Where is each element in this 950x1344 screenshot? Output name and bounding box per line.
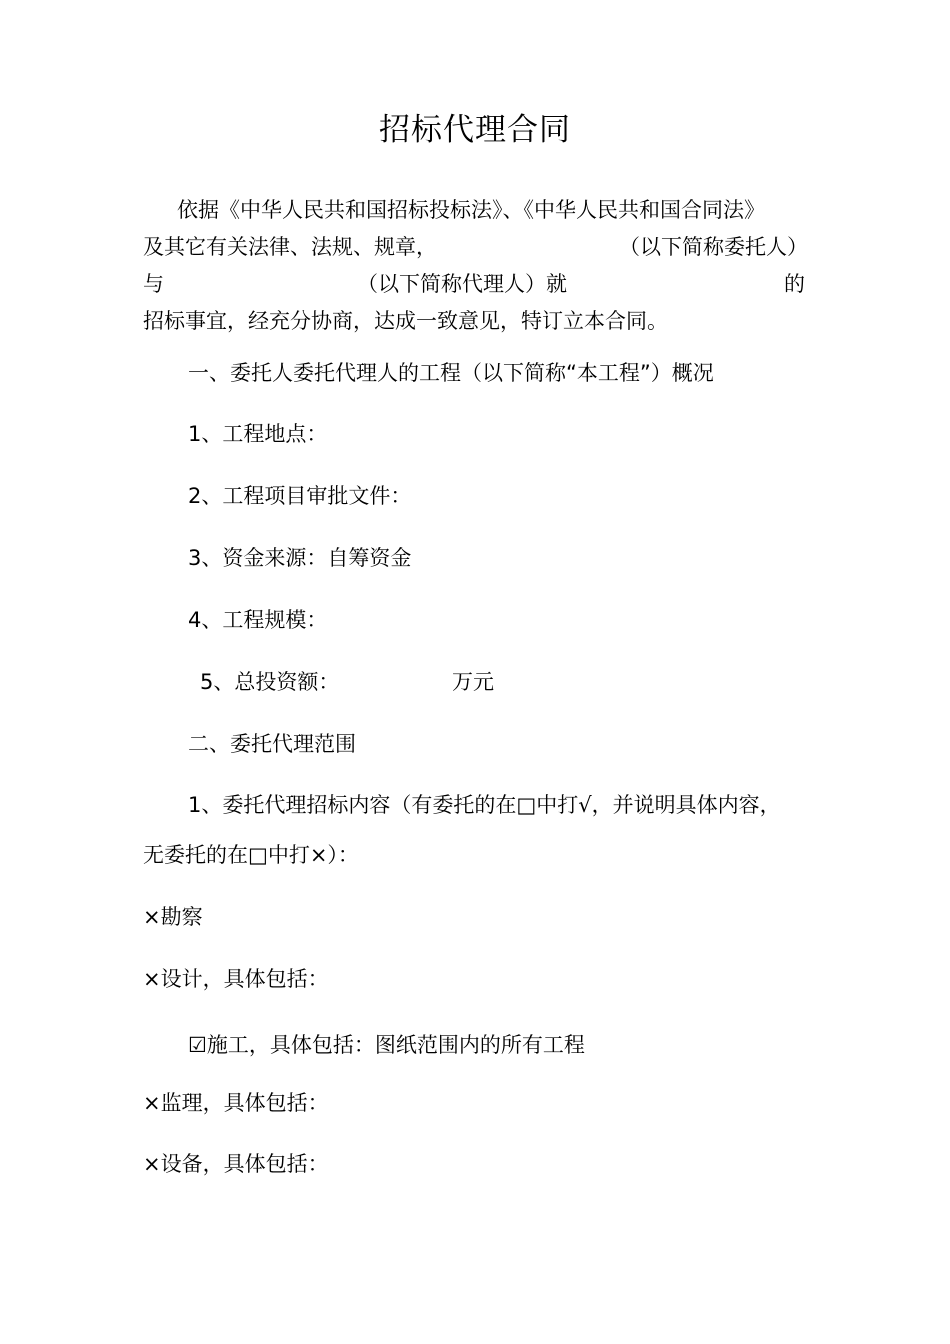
- intro-row-1: [143, 192, 808, 229]
- intro-text: 与: [143, 272, 164, 296]
- intro-row-4: [143, 303, 808, 340]
- intro-text: 依据《中华人民共和国招标投标法》、《中华人民共和国合同法》: [177, 198, 765, 222]
- intro-text: 及其它有关法律、法规、规章，: [143, 235, 437, 259]
- option-construction: [188, 1030, 585, 1060]
- approval-documents: 2、工程项目审批文件：: [188, 484, 412, 508]
- intro-paragraph: [143, 192, 808, 340]
- project-location: 1、工程地点：: [188, 422, 328, 446]
- checked-box-icon: ☑: [188, 1033, 207, 1057]
- scope-content-line-1: 1、委托代理招标内容（有委托的在□中打√，并说明具体内容，: [188, 793, 781, 817]
- intro-text: 招标事宜，经充分协商，达成一致意见，特订立本合同。: [143, 309, 668, 333]
- principal-alias: （以下简称委托人）: [619, 235, 808, 259]
- construction-text: 施工，具体包括：图纸范围内的所有工程: [206, 1033, 585, 1057]
- option-survey: ×勘察: [143, 905, 203, 929]
- section2-heading: 二、委托代理范围: [188, 732, 356, 756]
- total-investment-label: 5、总投资额：: [200, 670, 340, 694]
- project-scale: 4、工程规模：: [188, 608, 328, 632]
- option-design: ×设计，具体包括：: [143, 967, 329, 991]
- intro-text: 的: [784, 272, 805, 296]
- document-title: 招标代理合同: [379, 112, 571, 148]
- scope-content-line-2: 无委托的在□中打×）：: [143, 843, 359, 867]
- intro-row-2: [143, 229, 808, 266]
- funding-source: 3、资金来源：自筹资金: [188, 546, 412, 570]
- total-investment-unit: 万元: [452, 670, 494, 694]
- agent-alias: （以下简称代理人）就: [357, 272, 567, 296]
- section1-heading: 一、委托人委托代理人的工程（以下简称“本工程”）概况: [188, 361, 714, 385]
- intro-row-3: [143, 266, 808, 303]
- option-supervision: ×监理，具体包括：: [143, 1091, 329, 1115]
- option-equipment: ×设备，具体包括：: [143, 1152, 329, 1176]
